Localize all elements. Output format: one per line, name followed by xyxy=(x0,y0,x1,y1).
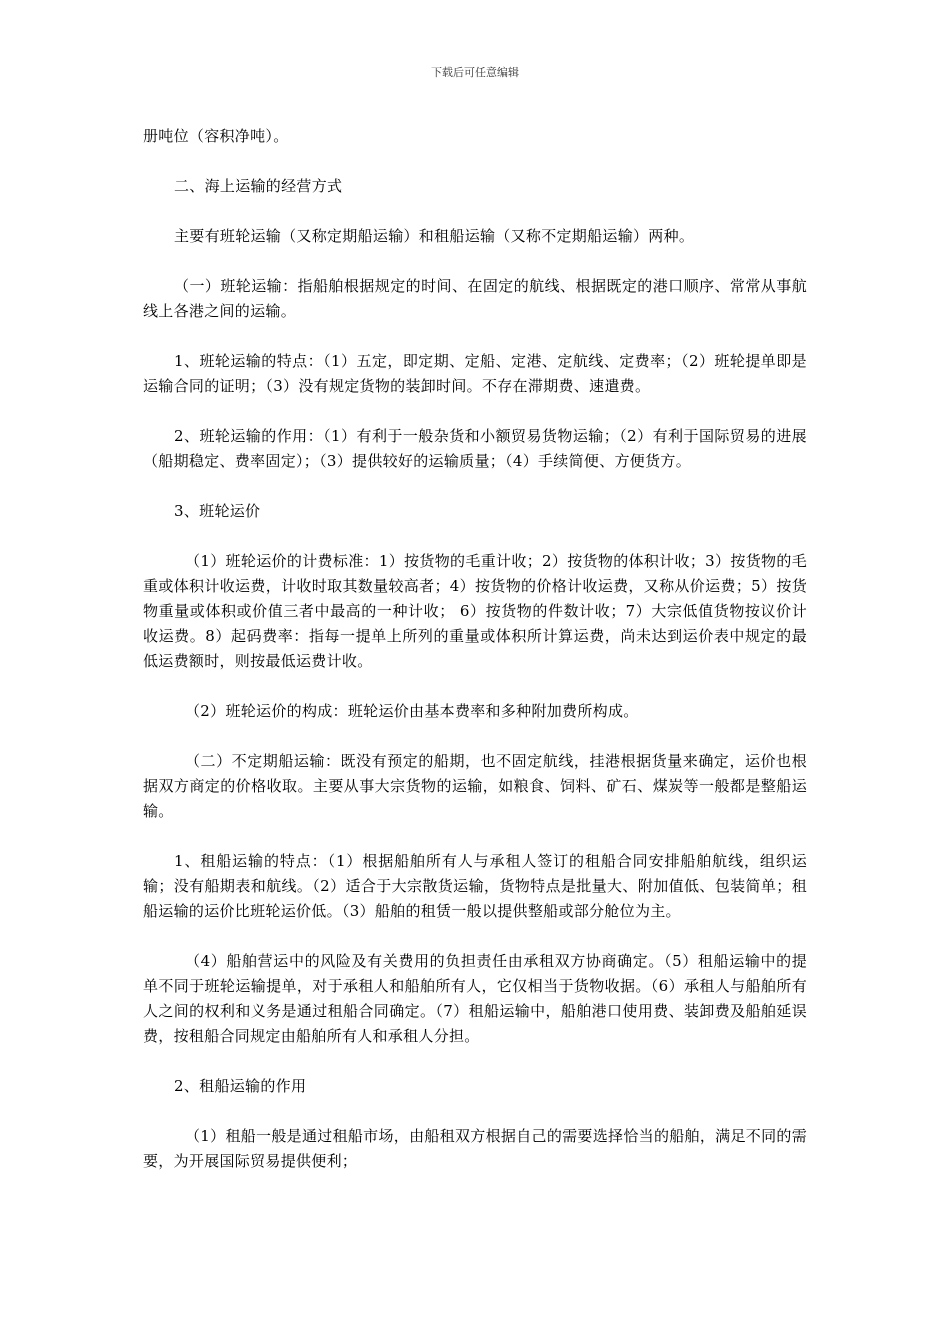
paragraph-tramp-definition: （二）不定期船运输：既没有预定的船期，也不固定航线，挂港根据货量来确定，运价也根据双方商定的价格收取。主要从事大宗货物的运输，如粮食、饲料、矿石、煤炭等一般都是整船运输。 xyxy=(143,752,807,820)
paragraph-charter-features: 1、租船运输的特点：（1）根据船舶所有人与承租人签订的租船合同安排船舶航线，组织运输；没有船期表和航线。（2）适合于大宗散货运输，货物特点是批量大、附加值低、包装简单；租船运输的运价比班轮运价低。（3）船舶的租赁一般以提供整船或部分舱位为主。 xyxy=(143,852,807,920)
paragraph-freight-basis: （1）班轮运价的计费标准：1）按货物的毛重计收；2）按货物的体积计收；3）按货物的毛重或体积计收运费，计收时取其数量较高者；4）按货物的价格计收运费，又称从价运费；5）按货物重量或体积或价值三者中最高的一种计收； 6）按货物的件数计收；7）大宗低值货物按议价计收运费。8）起码费率：指每一提单上所列的重量或体积所计算运费，尚未达到运价表中规定的最低运费额时，则按最低运费计收。 xyxy=(143,552,807,670)
subheading-charter-functions: 2、租船运输的作用 xyxy=(174,1077,307,1095)
paragraph-charter-function-1: （1）租船一般是通过租船市场，由船租双方根据自己的需要选择恰当的船舶，满足不同的需要，为开展国际贸易提供便利； xyxy=(143,1127,807,1170)
section-heading-shipping-operations: 二、海上运输的经营方式 xyxy=(174,177,343,195)
paragraph-charter-features-cont: （4）船舶营运中的风险及有关费用的负担责任由承租双方协商确定。（5）租船运输中的提单不同于班轮运输提单，对于承租人和船舶所有人，它仅相当于货物收据。（6）承租人与船舶所有人之间的权利和义务是通过租船合同确定。（7）租船运输中，船舶港口使用费、装卸费及船舶延误费，按租船合同规定由船舶所有人和承租人分担。 xyxy=(143,952,807,1045)
paragraph-liner-functions: 2、班轮运输的作用：（1）有利于一般杂货和小额贸易货物运输；（2）有利于国际贸易的进展（船期稳定、费率固定）；（3）提供较好的运输质量；（4）手续简便、方便货方。 xyxy=(143,427,807,470)
subheading-liner-freight: 3、班轮运价 xyxy=(174,502,261,520)
document-body xyxy=(143,124,807,1199)
paragraph-intro: 主要有班轮运输（又称定期船运输）和租船运输（又称不定期船运输）两种。 xyxy=(174,227,695,245)
paragraph-liner-definition: （一）班轮运输：指船舶根据规定的时间、在固定的航线、根据既定的港口顺序、常常从事航线上各港之间的运输。 xyxy=(143,277,807,320)
paragraph-freight-composition: （2）班轮运价的构成：班轮运价由基本费率和多种附加费所构成。 xyxy=(185,702,639,720)
paragraph-liner-features: 1、班轮运输的特点：（1）五定，即定期、定船、定港、定航线、定费率；（2）班轮提单即是运输合同的证明；（3）没有规定货物的装卸时间。不存在滞期费、速遣费。 xyxy=(143,352,807,395)
paragraph-continuation: 册吨位（容积净吨）。 xyxy=(143,127,289,145)
page-header: 下载后可任意编辑 xyxy=(431,66,519,79)
